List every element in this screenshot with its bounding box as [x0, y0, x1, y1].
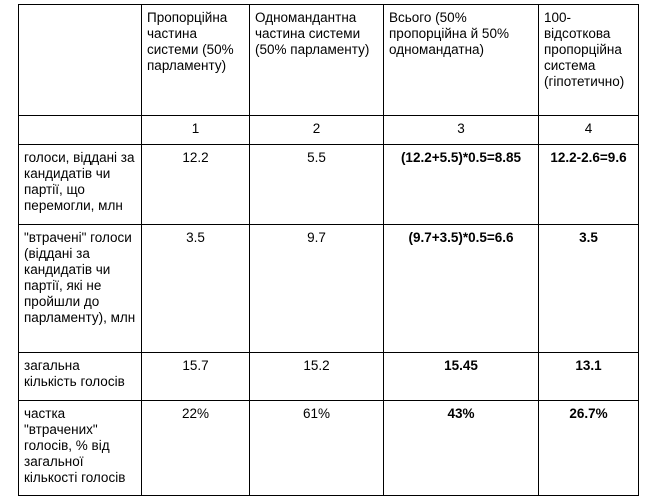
value-cell: 43%: [384, 401, 539, 496]
header-full-proportional: 100-відсоткова пропорційна система (гіпотетично): [539, 5, 639, 116]
value-cell: 22%: [142, 401, 250, 496]
value-cell: 61%: [250, 401, 384, 496]
value-cell: 15.45: [384, 353, 539, 401]
index-cell-4: 4: [539, 116, 639, 145]
value-cell: 9.7: [250, 225, 384, 353]
header-total-mixed: Всього (50% пропорційна й 50% одномандатна): [384, 5, 539, 116]
row-label: "втрачені" голоси (віддані за кандидатів чи партії, які не пройшли до парламенту), млн: [19, 225, 142, 353]
row-label: частка "втрачених" голосів, % від загальної кількості голосів: [19, 401, 142, 496]
header-proportional-part: Пропорційна частина системи (50% парламенту): [142, 5, 250, 116]
value-cell: 3.5: [539, 225, 639, 353]
value-cell: 3.5: [142, 225, 250, 353]
index-cell-2: 2: [250, 116, 384, 145]
index-cell-empty: [19, 116, 142, 145]
header-single-mandate-part: Одномандантна частина системи (50% парламенту): [250, 5, 384, 116]
index-cell-1: 1: [142, 116, 250, 145]
value-cell: 5.5: [250, 145, 384, 225]
table-row-winning-votes: [19, 145, 639, 225]
comparison-table: [18, 4, 639, 496]
value-cell: 12.2: [142, 145, 250, 225]
row-label: загальна кількість голосів: [19, 353, 142, 401]
value-cell: 15.2: [250, 353, 384, 401]
value-cell: 15.7: [142, 353, 250, 401]
column-index-row: [19, 116, 639, 145]
header-row: [19, 5, 639, 116]
table-row-total-votes: [19, 353, 639, 401]
value-cell: 12.2-2.6=9.6: [539, 145, 639, 225]
table-row-lost-share: [19, 401, 639, 496]
header-cell-empty: [19, 5, 142, 116]
value-cell: (12.2+5.5)*0.5=8.85: [384, 145, 539, 225]
table-row-lost-votes: [19, 225, 639, 353]
value-cell: 26.7%: [539, 401, 639, 496]
value-cell: 13.1: [539, 353, 639, 401]
index-cell-3: 3: [384, 116, 539, 145]
value-cell: (9.7+3.5)*0.5=6.6: [384, 225, 539, 353]
row-label: голоси, віддані за кандидатів чи партії, що перемогли, млн: [19, 145, 142, 225]
